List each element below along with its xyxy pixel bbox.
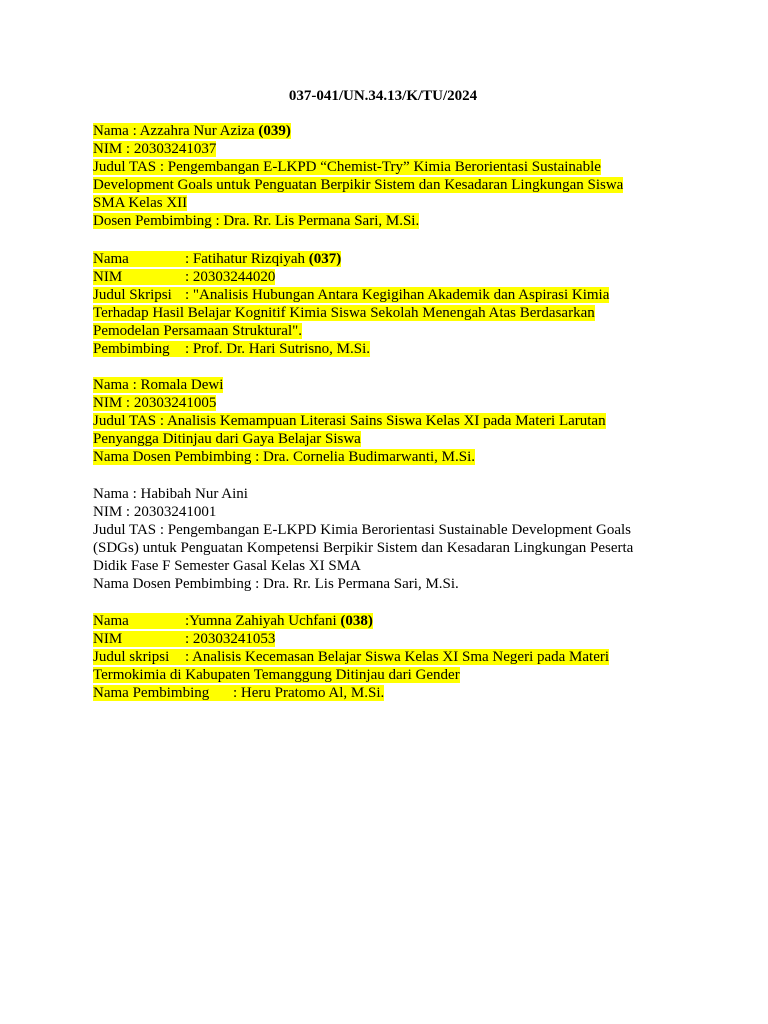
entry-2-title-line-3: Pemodelan Persamaan Struktural". [93,323,302,339]
entry-2-number: (037) [308,251,342,267]
entry-3-supervisor: Nama Dosen Pembimbing : Dra. Cornelia Budimarwanti, M.Si. [93,449,476,465]
entry-1-title-line-3: SMA Kelas XII [93,195,188,211]
document-number: 037-041/UN.34.13/K/TU/2024 [288,88,478,104]
entry-1-title-line-2: Development Goals untuk Penguatan Berpikir Sistem dan Kesadaran Lingkungan Siswa [93,177,624,193]
entry-5-title-line-2: Termokimia di Kabupaten Temanggung Ditinjau dari Gender [93,667,460,683]
entry-1-title-line-1: Judul TAS : Pengembangan E-LKPD “Chemist-Try” Kimia Berorientasi Sustainable [93,159,601,175]
student-entry-1 [93,122,683,230]
entry-5-number: (038) [340,613,373,629]
entry-4-name: Nama : Habibah Nur Aini [93,486,248,502]
entry-5-name-line: Nama :Yumna Zahiyah Uchfani (038) [93,613,373,629]
student-entry-3 [93,376,683,466]
student-entry-4 [93,485,683,593]
entry-2-nim: NIM : 20303244020 [93,269,276,285]
entry-4-nim: NIM : 20303241001 [93,504,217,520]
entry-1-number: (039) [258,123,291,139]
entry-5-nim: NIM : 20303241053 [93,631,276,647]
entry-2-supervisor: Pembimbing : Prof. Dr. Hari Sutrisno, M.Si. [93,341,371,357]
entry-3-nim: NIM : 20303241005 [93,395,217,411]
entry-5-title-line-1: Judul skripsi : Analisis Kecemasan Belajar Siswa Kelas XI Sma Negeri pada Materi [93,649,610,665]
student-entry-2 [93,250,683,358]
entry-5-supervisor: Nama Pembimbing : Heru Pratomo Al, M.Si. [93,685,385,701]
entry-2-title-line-2: Terhadap Hasil Belajar Kognitif Kimia Siswa Sekolah Menengah Atas Berdasarkan [93,305,595,321]
entry-4-title-line-1: Judul TAS : Pengembangan E-LKPD Kimia Berorientasi Sustainable Development Goals [93,522,632,538]
entry-2-name-line: Nama : Fatihatur Rizqiyah (037) [93,251,342,267]
entry-4-supervisor: Nama Dosen Pembimbing : Dra. Rr. Lis Permana Sari, M.Si. [93,576,459,592]
entry-4-title-line-2: (SDGs) untuk Penguatan Kompetensi Berpikir Sistem dan Kesadaran Lingkungan Peserta [93,540,634,556]
entry-3-title-line-2: Penyangga Ditinjau dari Gaya Belajar Siswa [93,431,361,447]
entry-3-name: Nama : Romala Dewi [93,377,224,393]
entry-3-title-line-1: Judul TAS : Analisis Kemampuan Literasi Sains Siswa Kelas XI pada Materi Larutan [93,413,606,429]
entry-2-title-line-1: Judul Skripsi : "Analisis Hubungan Antara Kegigihan Akademik dan Aspirasi Kimia [93,287,610,303]
entry-1-name-line: Nama : Azzahra Nur Aziza (039) [93,123,291,139]
entry-1-nim: NIM : 20303241037 [93,141,217,157]
entry-1-supervisor: Dosen Pembimbing : Dra. Rr. Lis Permana Sari, M.Si. [93,213,420,229]
entry-4-title-line-3: Didik Fase F Semester Gasal Kelas XI SMA [93,558,361,574]
student-entry-5 [93,612,683,702]
